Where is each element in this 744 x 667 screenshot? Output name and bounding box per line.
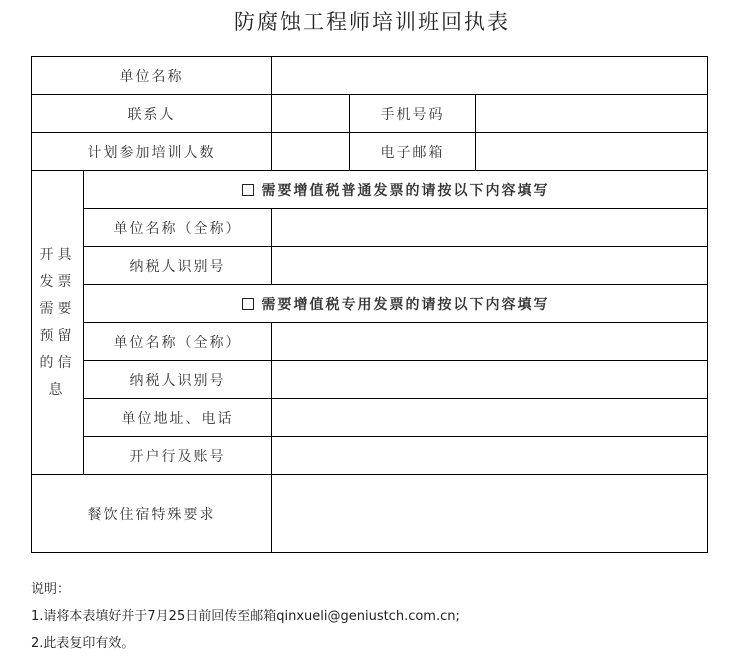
contact-field[interactable] <box>272 95 350 133</box>
attendees-label: 计划参加培训人数 <box>32 133 272 171</box>
special-invoice-checkbox[interactable] <box>242 298 254 310</box>
normal-invoice-checkbox[interactable] <box>242 184 254 196</box>
normal-taxpayer-id-field[interactable] <box>272 247 708 285</box>
email-label: 电子邮箱 <box>350 133 476 171</box>
normal-unit-fullname-label: 单位名称（全称） <box>84 209 272 247</box>
special-address-phone-field[interactable] <box>272 399 708 437</box>
dining-lodging-label: 餐饮住宿特殊要求 <box>32 475 272 553</box>
invoice-side-line: 发票 <box>39 273 76 290</box>
special-address-phone-label: 单位地址、电话 <box>84 399 272 437</box>
notes-line-1: 1.请将本表填好并于7月25日前回传至邮箱qinxueli@geniustch.com.cn; <box>31 609 460 624</box>
unit-name-field[interactable] <box>272 57 708 95</box>
normal-invoice-header <box>84 171 708 209</box>
email-field[interactable] <box>476 133 708 171</box>
invoice-side-line: 预留 <box>39 327 76 344</box>
special-unit-fullname-field[interactable] <box>272 323 708 361</box>
registration-form-table <box>31 56 708 553</box>
normal-unit-fullname-field[interactable] <box>272 209 708 247</box>
invoice-side-label <box>32 171 84 475</box>
special-taxpayer-id-label: 纳税人识别号 <box>84 361 272 399</box>
notes-line-2: 2.此表复印有效。 <box>31 636 135 651</box>
mobile-label: 手机号码 <box>350 95 476 133</box>
normal-invoice-header-text: 需要增值税普通发票的请按以下内容填写 <box>261 182 550 199</box>
special-bank-account-label: 开户行及账号 <box>84 437 272 475</box>
contact-label: 联系人 <box>32 95 272 133</box>
invoice-side-line: 息 <box>48 381 67 398</box>
notes-heading: 说明： <box>31 582 71 597</box>
dining-lodging-field[interactable] <box>272 475 708 553</box>
normal-taxpayer-id-label: 纳税人识别号 <box>84 247 272 285</box>
special-bank-account-field[interactable] <box>272 437 708 475</box>
unit-name-label: 单位名称 <box>32 57 272 95</box>
mobile-field[interactable] <box>476 95 708 133</box>
page-title: 防腐蚀工程师培训班回执表 <box>234 10 510 34</box>
invoice-side-line: 开具 <box>39 246 76 263</box>
attendees-field[interactable] <box>272 133 350 171</box>
invoice-side-line: 需要 <box>39 300 76 317</box>
notes-section <box>31 576 460 657</box>
special-invoice-header-text: 需要增值税专用发票的请按以下内容填写 <box>261 296 550 313</box>
special-taxpayer-id-field[interactable] <box>272 361 708 399</box>
special-unit-fullname-label: 单位名称（全称） <box>84 323 272 361</box>
invoice-side-line: 的信 <box>39 354 76 371</box>
special-invoice-header <box>84 285 708 323</box>
